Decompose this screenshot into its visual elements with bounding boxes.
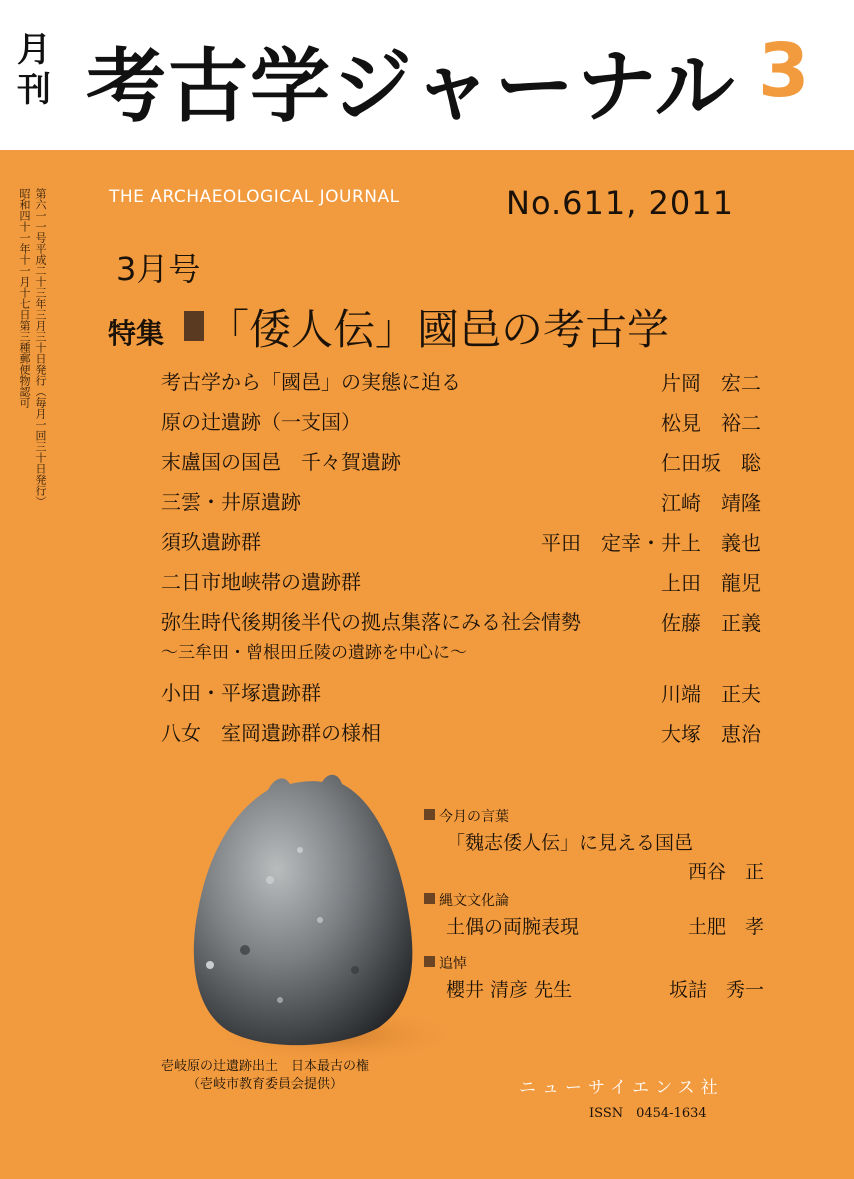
toc-item[interactable] (161, 673, 761, 713)
english-title: THE ARCHAEOLOGICAL JOURNAL (109, 187, 400, 207)
feature-label: 特集 (108, 317, 165, 350)
toc-author: 松見 裕二 (661, 411, 761, 435)
toc-title: 弥生時代後期後半代の拠点集落にみる社会情勢 (161, 610, 581, 634)
toc-author: 川端 正夫 (661, 682, 761, 706)
square-bullet-icon (424, 893, 435, 904)
publication-note: 第六一一号平成二十三年三月三十日発行（毎月一回三十日発行） (34, 188, 47, 507)
issn: ISSN 0454-1634 (589, 1106, 707, 1121)
masthead (0, 0, 854, 150)
article-title: 土偶の両腕表現 (446, 916, 580, 938)
toc-title: 末盧国の国邑 千々賀遺跡 (161, 450, 401, 474)
article-author: 坂詰 秀一 (668, 979, 764, 1001)
toc-title: 八女 室岡遺跡群の様相 (161, 721, 381, 745)
stone-weight-photo (150, 760, 460, 1070)
article-title: 櫻井 清彦 先生 (446, 979, 573, 1001)
journal-title: 考古学ジャーナル (86, 40, 737, 133)
feature-title: 「倭人伝」國邑の考古学 (207, 305, 670, 354)
toc-item[interactable] (161, 442, 761, 482)
toc-item[interactable] (161, 522, 761, 562)
photo-caption (140, 1058, 390, 1094)
section-heading-label: 今月の言葉 (439, 809, 509, 825)
section-heading (424, 806, 764, 826)
article-author: 土肥 孝 (687, 916, 764, 938)
toc-item[interactable] (161, 713, 761, 753)
feature-marker (184, 311, 204, 341)
toc-item[interactable] (161, 362, 761, 402)
square-bullet-icon (424, 809, 435, 820)
memorial-section[interactable] (424, 953, 764, 1001)
monthly-label: 月刊 (17, 30, 51, 110)
jomon-culture-section[interactable] (424, 890, 764, 938)
toc-author: 江崎 靖隆 (661, 491, 761, 515)
toc-title: 小田・平塚遺跡群 (161, 681, 321, 705)
section-heading-label: 縄文文化論 (439, 893, 509, 909)
month-issue: 3月号 (116, 250, 201, 288)
section-heading (424, 953, 764, 973)
toc-author: 大塚 恵治 (661, 722, 761, 746)
toc-title: 須玖遺跡群 (161, 530, 261, 554)
toc-subtitle: 〜三牟田・曾根田丘陵の遺跡を中心に〜 (161, 643, 467, 663)
toc-item[interactable] (161, 402, 761, 442)
postal-permit-note: 昭和四十一年十一月十七日第三種郵便物認可 (18, 188, 31, 408)
section-heading (424, 890, 764, 910)
article-title: 「魏志倭人伝」に見える国邑 (446, 832, 694, 854)
toc-author: 仁田坂 聡 (661, 451, 761, 475)
square-bullet-icon (424, 956, 435, 967)
toc-author: 佐藤 正義 (661, 611, 761, 635)
toc-item[interactable] (161, 482, 761, 522)
toc-title: 二日市地峡帯の遺跡群 (161, 570, 361, 594)
photo-caption-line: 壱岐原の辻遺跡出土 日本最古の権 (160, 1059, 369, 1074)
table-of-contents (161, 362, 761, 753)
issue-number: No.611, 2011 (506, 184, 734, 222)
issue-month-number: 3 (758, 28, 810, 114)
words-of-month-section[interactable] (424, 806, 764, 884)
toc-author: 上田 龍児 (661, 571, 761, 595)
article-author: 西谷 正 (687, 861, 764, 883)
toc-title: 考古学から「國邑」の実態に迫る (161, 370, 461, 394)
toc-title: 原の辻遺跡（一支国） (161, 410, 361, 434)
section-heading-label: 追悼 (439, 956, 467, 972)
article-row (424, 973, 764, 1001)
publisher-name: ニューサイエンス社 (519, 1078, 724, 1098)
toc-author: 片岡 宏二 (661, 371, 761, 395)
toc-title: 三雲・井原遺跡 (161, 490, 301, 514)
toc-item[interactable] (161, 562, 761, 602)
photo-credit: （壱岐市教育委員会提供） (186, 1077, 343, 1092)
article-row (424, 910, 764, 938)
toc-author: 平田 定幸・井上 義也 (541, 531, 761, 555)
toc-item[interactable] (161, 602, 761, 673)
